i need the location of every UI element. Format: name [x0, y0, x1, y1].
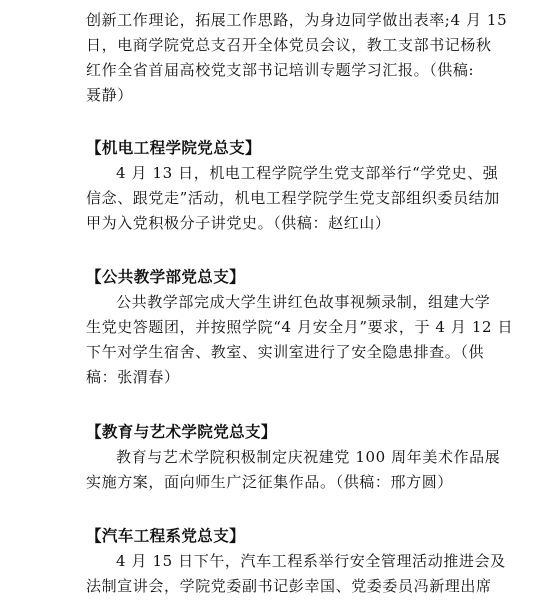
- paragraph-line: 公共教学部完成大学生讲红色故事视频录制，组建大学: [116, 293, 491, 311]
- paragraph-line: 4 月 13 日，机电工程学院学生党支部举行“学党史、强: [116, 164, 499, 182]
- paragraph-line: 信念、跟党走”活动，机电工程学院学生党支部组织委员结加: [86, 189, 500, 207]
- intro-line: 聂静）: [86, 86, 133, 104]
- paragraph-line: 4 月 15 日下午，汽车工程系举行安全管理活动推进会及: [116, 552, 506, 570]
- section-heading: 【教育与艺术学院党总支】: [86, 423, 277, 441]
- section-heading: 【公共教学部党总支】: [86, 268, 246, 286]
- paragraph-line: 教育与艺术学院积极制定庆祝建党 100 周年美术作品展: [116, 448, 501, 466]
- section-heading: 【汽车工程系党总支】: [86, 527, 246, 545]
- paragraph-line: 甲为入党积极分子讲党史。（供稿：赵红山）: [86, 214, 391, 232]
- intro-line: 日，电商学院党总支召开全体党员会议，教工支部书记杨秋: [86, 36, 492, 54]
- intro-line: 红作全省首届高校党支部书记培训专题学习汇报。（供稿:: [86, 61, 475, 79]
- paragraph-line: 生党史答题团，并按照学院“4 月安全月”要求，于 4 月 12 日: [86, 318, 514, 336]
- paragraph-line: 稿：张渭春）: [86, 368, 180, 386]
- intro-line: 创新工作理论，拓展工作思路，为身边同学做出表率;4 月 15: [86, 11, 508, 29]
- paragraph-line: 下午对学生宿舍、教室、实训室进行了安全隐患排查。（供: [86, 343, 485, 361]
- paragraph-line: 法制宣讲会，学院党委副书记彭幸国、党委委员冯新理出席: [86, 577, 492, 595]
- paragraph-line: 实施方案，面向师生广泛征集作品。（供稿：邢方圆）: [86, 473, 453, 491]
- section-heading: 【机电工程学院党总支】: [86, 139, 261, 157]
